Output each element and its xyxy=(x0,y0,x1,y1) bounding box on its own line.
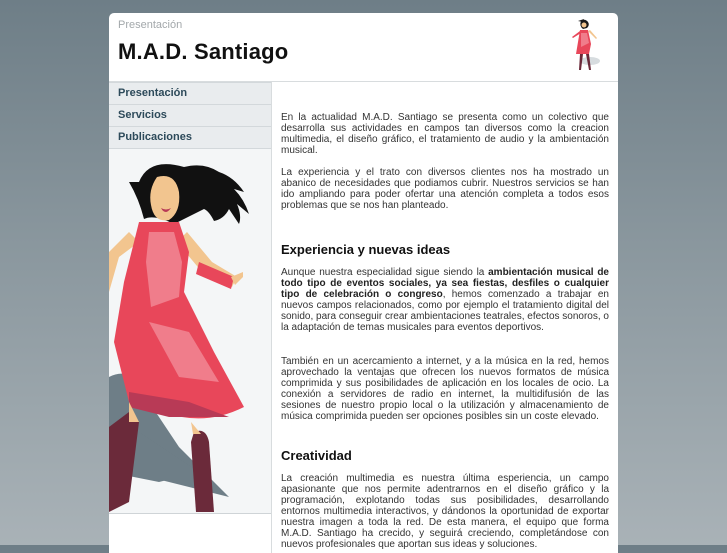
dancing-woman-icon xyxy=(564,17,604,73)
section1-paragraph-2: También en un acercamiento a internet, y a la música en la red, hemos aprovechado la ventajas que ofrecen los nuevos formatos de música comprimida y sus posibilidades de aplicación en los locales de ocio. La conexión a servidores de radio en internet, la multidifusión de las sesiones de nuestro propio local o la utilización y almacenamiento de música comprimida pueden ser opciones posibles sin un coste elevado. xyxy=(281,356,609,422)
section1-text-after: , hemos comenzado a trabajar en nuevos campos relacionados, como por ejemplo el tratamiento digital del sonido, para conseguir crear ambientaciones teatrales, efectos sonoros, o la adaptación de temas musicales para eventos deportivos. xyxy=(281,289,609,333)
section1-text-before: Aunque nuestra especialidad sigue siendo la xyxy=(281,267,489,278)
nav-item-publicaciones[interactable]: Publicaciones xyxy=(109,127,271,149)
main-content xyxy=(281,112,609,550)
site-title[interactable]: M.A.D. Santiago xyxy=(118,39,289,64)
section1-text-bold: ambientación musical de todo tipo de eventos sociales, ya sea fiestas, desfiles o cualquier tipo de celebración o congreso xyxy=(281,267,609,300)
breadcrumb: Presentación xyxy=(118,19,183,31)
section-heading-creatividad: Creatividad xyxy=(281,448,352,463)
intro-paragraph-2: La experiencia y el trato con diversos clientes nos ha mostrado un abanico de necesidades que podiamos cubrir. Nuestros servicios se han ido ampliando para poder ofertar una atención completa a todos esos problemas que se nos han planteado. xyxy=(281,167,609,211)
intro-paragraph-1: En la actualidad M.A.D. Santiago se presenta como un colectivo que desarrolla sus actividades en campos tan diversos como la creacion multimedia, el diseño gráfico, el tratamiento de audio y la ambientación musical. xyxy=(281,112,609,156)
nav-item-servicios[interactable]: Servicios xyxy=(109,105,271,127)
nav-item-presentacion[interactable]: Presentación xyxy=(109,82,271,105)
dancing-woman-illustration xyxy=(109,152,271,514)
section-heading-experiencia: Experiencia y nuevas ideas xyxy=(281,242,451,257)
site-header xyxy=(109,13,618,82)
sidebar xyxy=(109,82,272,553)
page-container xyxy=(109,13,618,553)
sidebar-footer xyxy=(109,514,271,553)
section2-paragraph-1: La creación multimedia es nuestra última esperiencia, un campo apasionante que nos permite adentrarnos en el diseño gráfico y la programación, explotando todas sus posibilidades, desarrollando entornos multimedia interactivos, y dándonos la oportunidad de exportar nuestra imagen a toda la red. De esta manera, el equipo que forma M.A.D. Santiago ha crecido, y seguirá creciendo, completándose con nuevos profesionales que aportan sus ideas y soluciones. xyxy=(281,473,609,550)
sidebar-nav xyxy=(109,82,271,149)
section1-paragraph-1 xyxy=(281,267,609,333)
